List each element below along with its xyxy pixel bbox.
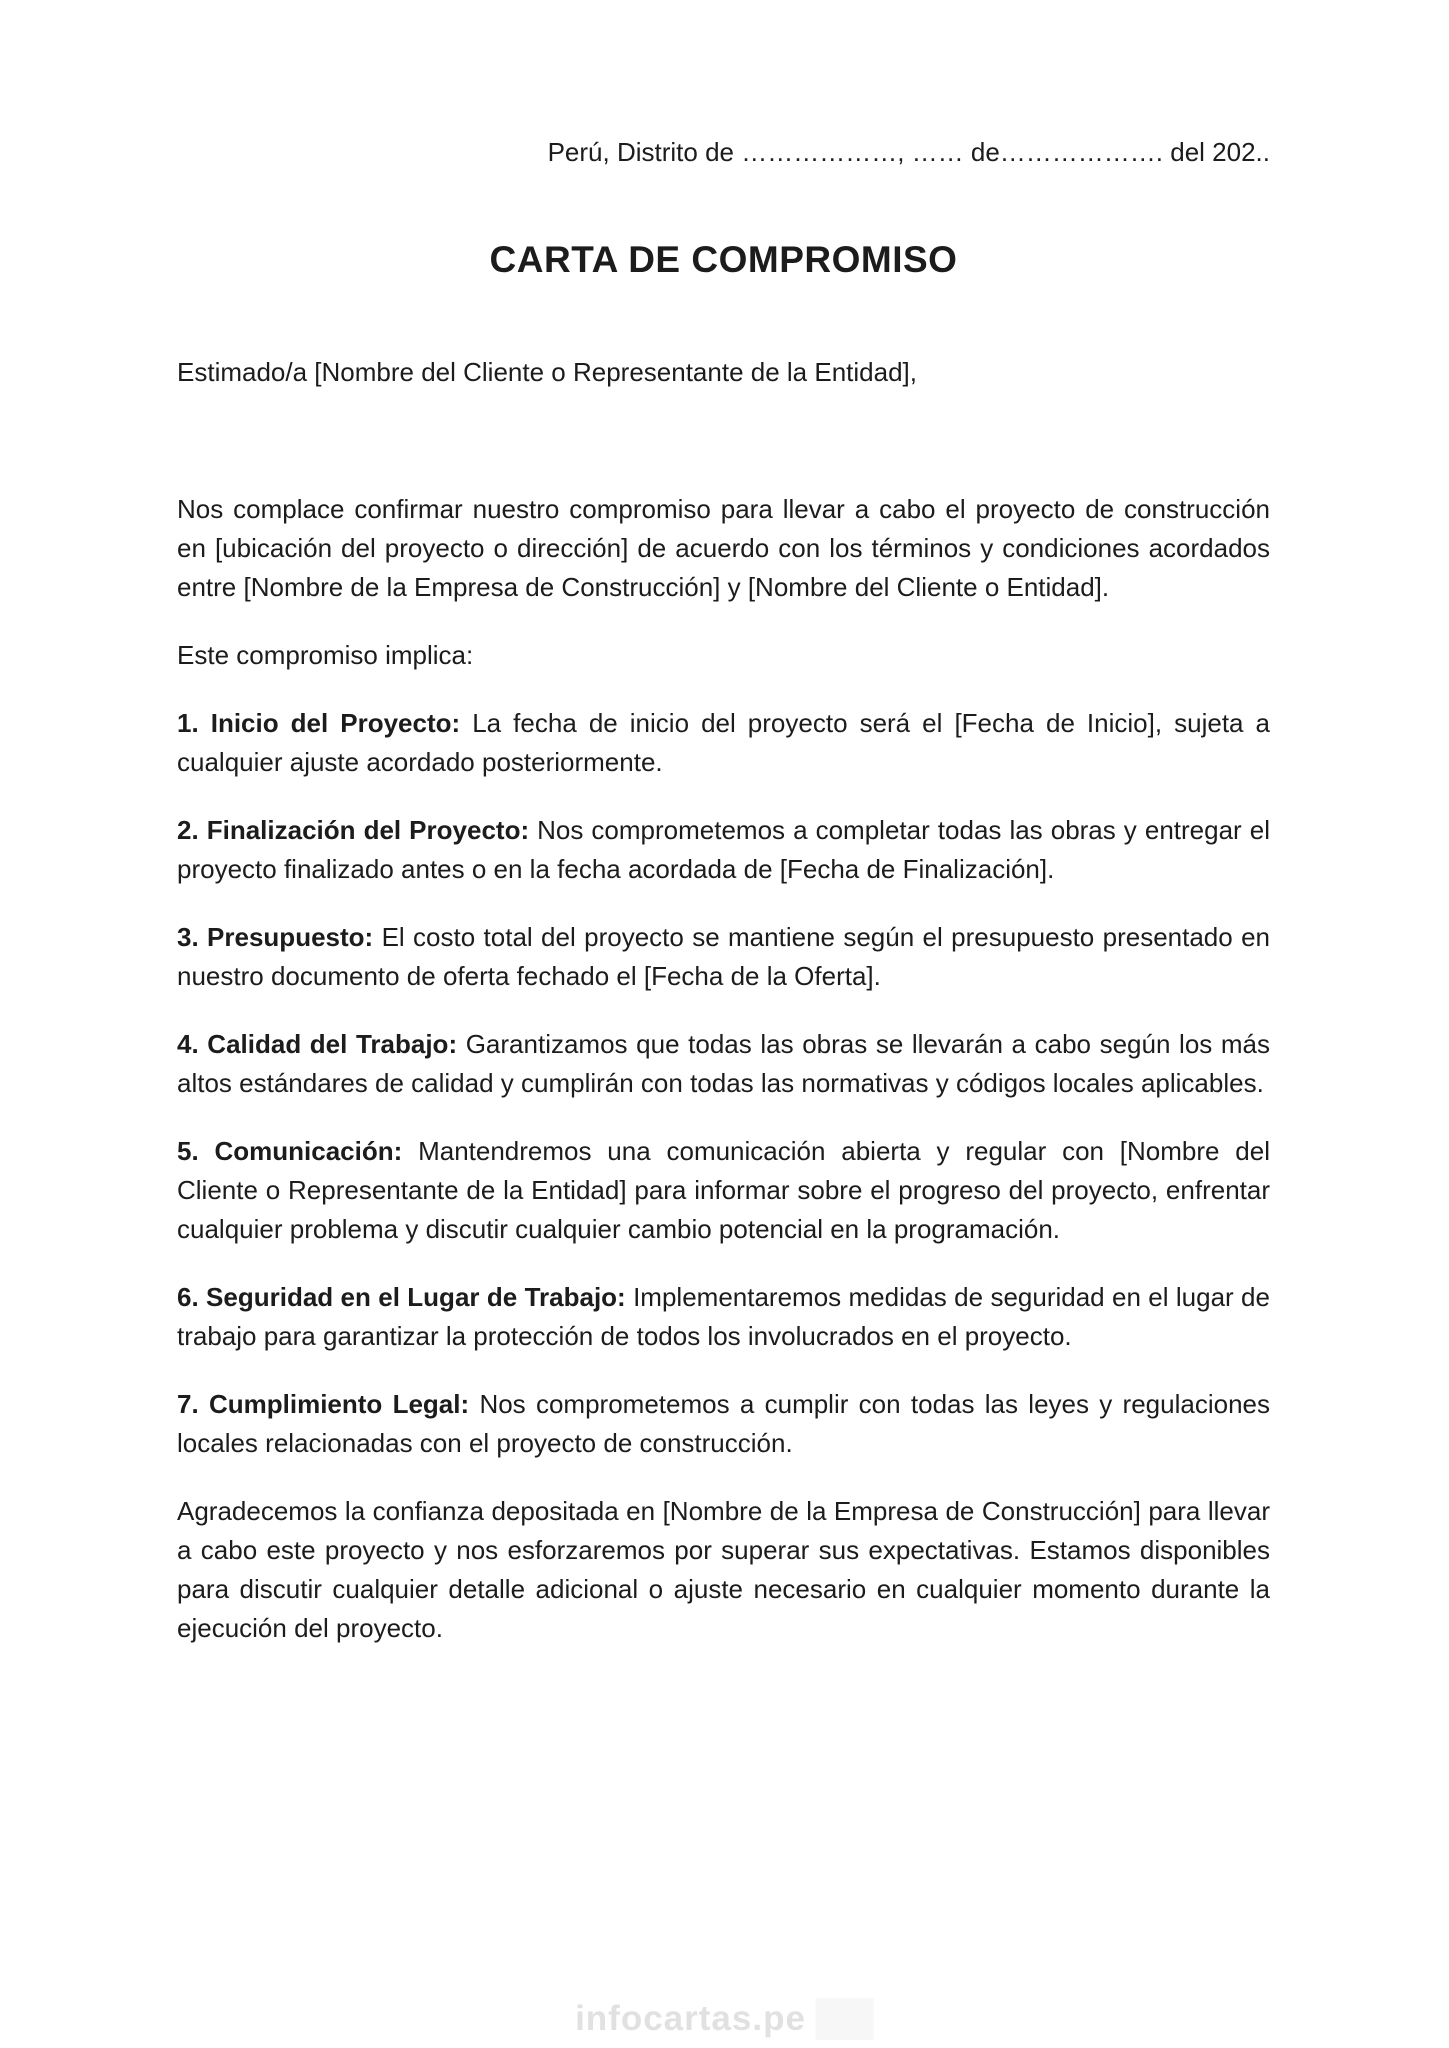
item-6-text: Implementaremos medidas de seguridad en el lugar de trabajo para garantizar la protección de todos los involucrados en el proyecto. [177,1282,1270,1351]
item-5-text: Mantendremos una comunicación abierta y regular con [Nombre del Cliente o Representante de la Entidad] para informar sobre el progreso del proyecto, enfrentar cualquier problema y discutir cualquier cambio potencial en la programación. [177,1136,1270,1244]
item-6-label: 6. Seguridad en el Lugar de Trabajo: [177,1282,626,1312]
commitment-item-4 [177,1025,1270,1103]
closing-paragraph: Agradecemos la confianza depositada en [Nombre de la Empresa de Construcción] para llevar a cabo este proyecto y nos esforzaremos por superar sus expectativas. Estamos disponibles para discutir cualquier detalle adicional o ajuste necesario en cualquier momento durante la ejecución del proyecto. [177,1496,1270,1643]
commitment-item-5 [177,1132,1270,1249]
item-7-label: 7. Cumplimiento Legal: [177,1389,470,1419]
document-title: CARTA DE COMPROMISO [489,239,958,280]
item-3-label: 3. Presupuesto: [177,922,374,952]
watermark [575,1998,874,2040]
commitment-item-7 [177,1385,1270,1463]
date-line: Perú, Distrito de ………………, …… de………………. del 202.. [547,137,1270,167]
commitment-item-3 [177,918,1270,996]
commitment-item-2 [177,811,1270,889]
implies-line: Este compromiso implica: [177,640,474,670]
item-4-label: 4. Calidad del Trabajo: [177,1029,458,1059]
item-1-text: La fecha de inicio del proyecto será el [Fecha de Inicio], sujeta a cualquier ajuste acordado posteriormente. [177,708,1270,777]
item-2-label: 2. Finalización del Proyecto: [177,815,530,845]
commitment-item-1 [177,704,1270,782]
item-4-text: Garantizamos que todas las obras se llevarán a cabo según los más altos estándares de calidad y cumplirán con todas las normativas y códigos locales aplicables. [177,1029,1270,1098]
watermark-text: infocartas.pe [575,1999,806,2038]
item-3-text: El costo total del proyecto se mantiene según el presupuesto presentado en nuestro documento de oferta fechado el [Fecha de la Oferta]. [177,922,1271,991]
watermark-box [816,1998,874,2040]
item-2-text: Nos comprometemos a completar todas las obras y entregar el proyecto finalizado antes o en la fecha acordada de [Fecha de Finalización]. [177,815,1270,884]
salutation-line: Estimado/a [Nombre del Cliente o Representante de la Entidad], [177,357,917,387]
item-7-text: Nos comprometemos a cumplir con todas las leyes y regulaciones locales relacionadas con el proyecto de construcción. [177,1389,1270,1458]
commitment-item-6 [177,1278,1270,1356]
intro-paragraph: Nos complace confirmar nuestro compromiso para llevar a cabo el proyecto de construcción en [ubicación del proyecto o dirección] de acuerdo con los términos y condiciones acordados entre [Nombre de la Empresa de Construcción] y [Nombre del Cliente o Entidad]. [177,494,1270,602]
item-1-label: 1. Inicio del Proyecto: [177,708,461,738]
item-5-label: 5. Comunicación: [177,1136,403,1166]
